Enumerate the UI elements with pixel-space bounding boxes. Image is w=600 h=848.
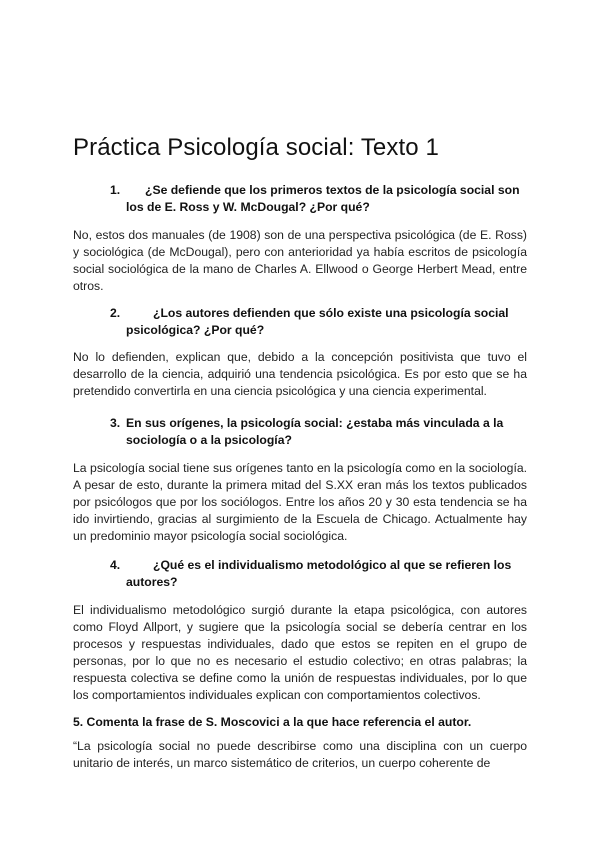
question-number: 1. xyxy=(110,183,121,197)
question-number: 3. xyxy=(110,416,121,430)
question-4 xyxy=(73,557,527,591)
question-text-line1: ¿Los autores defienden que sólo existe una psicología social xyxy=(153,306,509,320)
answer-3: La psicología social tiene sus orígenes tanto en la psicología como en la sociología. A pesar de esto, durante la primera mitad del S.XX eran más los textos publicados por psicólogos que por los sociólogos. Entre los años 20 y 30 esta tendencia se ha ido invirtiendo, gracias al surgimiento de la Escuela de Chicago. Actualmente hay un predominio mayor psicología social sociológica. xyxy=(73,461,527,543)
question-text-line2: psicológica? ¿Por qué? xyxy=(126,323,265,337)
section-5-heading: 5. Comenta la frase de S. Moscovici a la que hace referencia el autor. xyxy=(73,715,472,729)
page-title: Práctica Psicología social: Texto 1 xyxy=(73,134,439,161)
question-number: 2. xyxy=(110,306,121,320)
question-3 xyxy=(73,415,527,449)
question-text-line1: En sus orígenes, la psicología social: ¿estaba más vinculada a la xyxy=(126,416,504,430)
question-text-line1: ¿Se defiende que los primeros textos de la psicología social son xyxy=(145,183,520,197)
section-5-quote: “La psicología social no puede describirse como una disciplina con un cuerpo unitario de interés, un marco sistemático de criterios, un cuerpo coherente de xyxy=(73,739,527,770)
question-1 xyxy=(73,182,527,216)
answer-2: No lo defienden, explican que, debido a la concepción positivista que tuvo el desarrollo de la ciencia, adquirió una tendencia psicológica. Es por esto que se ha pretendido convertirla en una ciencia psicológica y una ciencia experimental. xyxy=(73,350,527,398)
answer-4: El individualismo metodológico surgió durante la etapa psicológica, con autores como Floyd Allport, y sugiere que la psicología social se debería centrar en los procesos y respuestas individuales, dado que estos se repiten en el grupo de personas, por lo que no es necesario el estudio colectivo; en otras palabras; la respuesta colectiva se define como la unión de respuestas individuales, por lo que los comportamientos individuales explican con comportamientos colectivos. xyxy=(73,603,527,702)
question-number: 4. xyxy=(110,558,121,572)
question-2 xyxy=(73,305,527,339)
answer-1: No, estos dos manuales (de 1908) son de una perspectiva psicológica (de E. Ross) y sociológica (de McDougal), pero con anterioridad ya había escritos de psicología social sociológica de la mano de Charles A. Ellwood o George Herbert Mead, entre otros. xyxy=(73,228,527,293)
question-text-line2: los de E. Ross y W. McDougal? ¿Por qué? xyxy=(126,200,370,214)
question-text-line1: ¿Qué es el individualismo metodológico al que se refieren los xyxy=(153,558,512,572)
question-text-line2: autores? xyxy=(126,575,178,589)
question-text-line2: sociología o a la psicología? xyxy=(126,433,292,447)
